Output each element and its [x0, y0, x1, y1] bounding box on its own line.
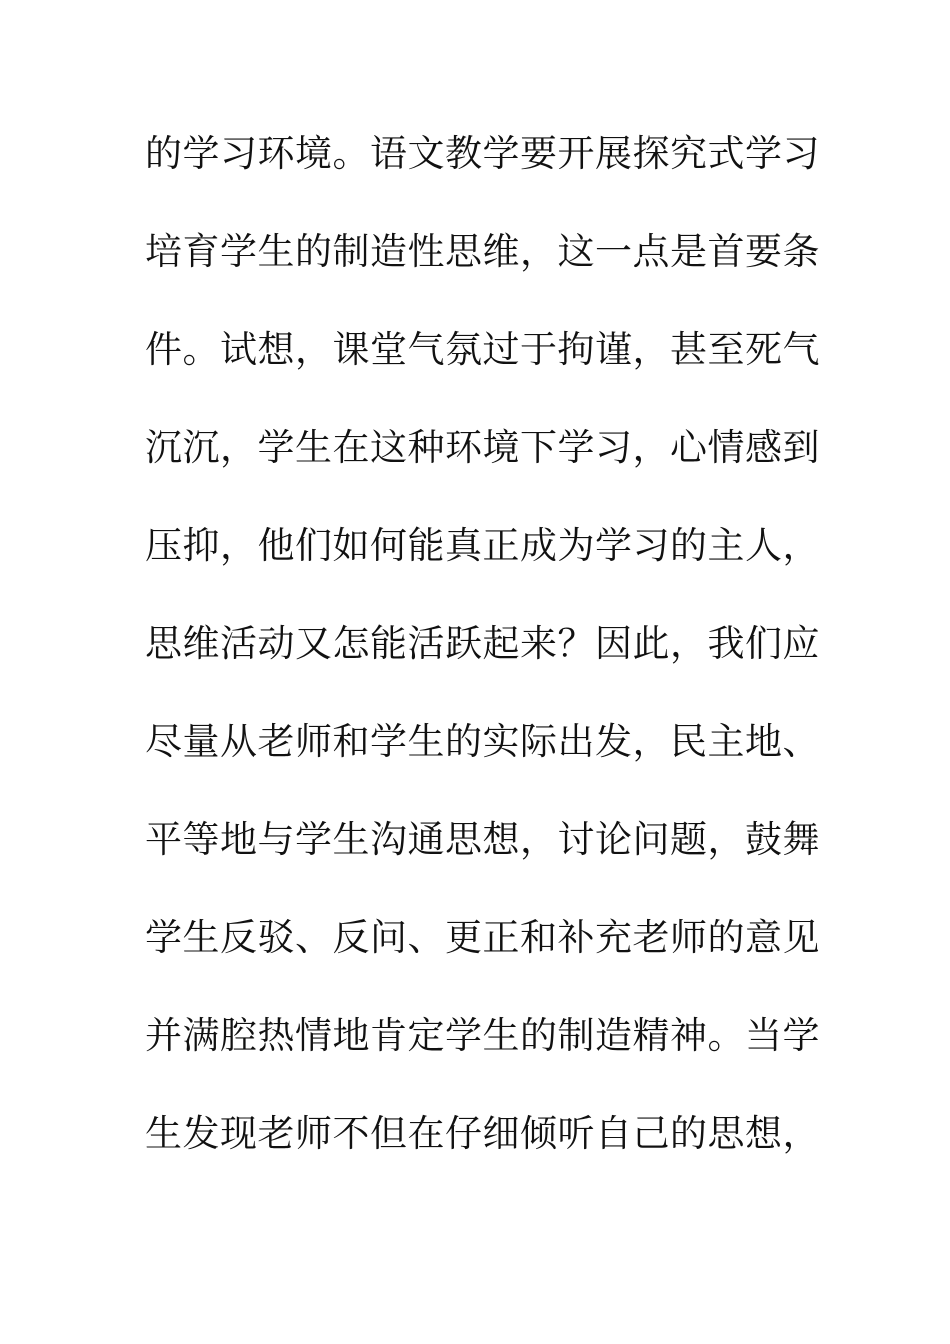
text-line: 学生反驳、反问、更正和补充老师的意见 [145, 916, 820, 959]
text-line: 平等地与学生沟通思想，讨论问题，鼓舞 [145, 818, 820, 861]
text-line: 培育学生的制造性思维，这一点是首要条 [145, 230, 820, 273]
text-line: 思维活动又怎能活跃起来？因此，我们应 [145, 622, 820, 665]
text-line: 并满腔热情地肯定学生的制造精神。当学 [145, 1014, 820, 1057]
text-line: 件。试想，课堂气氛过于拘谨，甚至死气 [145, 328, 820, 371]
text-line: 尽量从老师和学生的实际出发，民主地、 [145, 720, 820, 763]
text-line: 压抑，他们如何能真正成为学习的主人， [145, 524, 820, 567]
text-line: 生发现老师不但在仔细倾听自己的思想， [145, 1112, 820, 1155]
text-line: 沉沉，学生在这种环境下学习，心情感到 [145, 426, 820, 469]
text-line: 的学习环境。语文教学要开展探究式学习 [145, 132, 820, 175]
body-text [145, 126, 825, 1204]
